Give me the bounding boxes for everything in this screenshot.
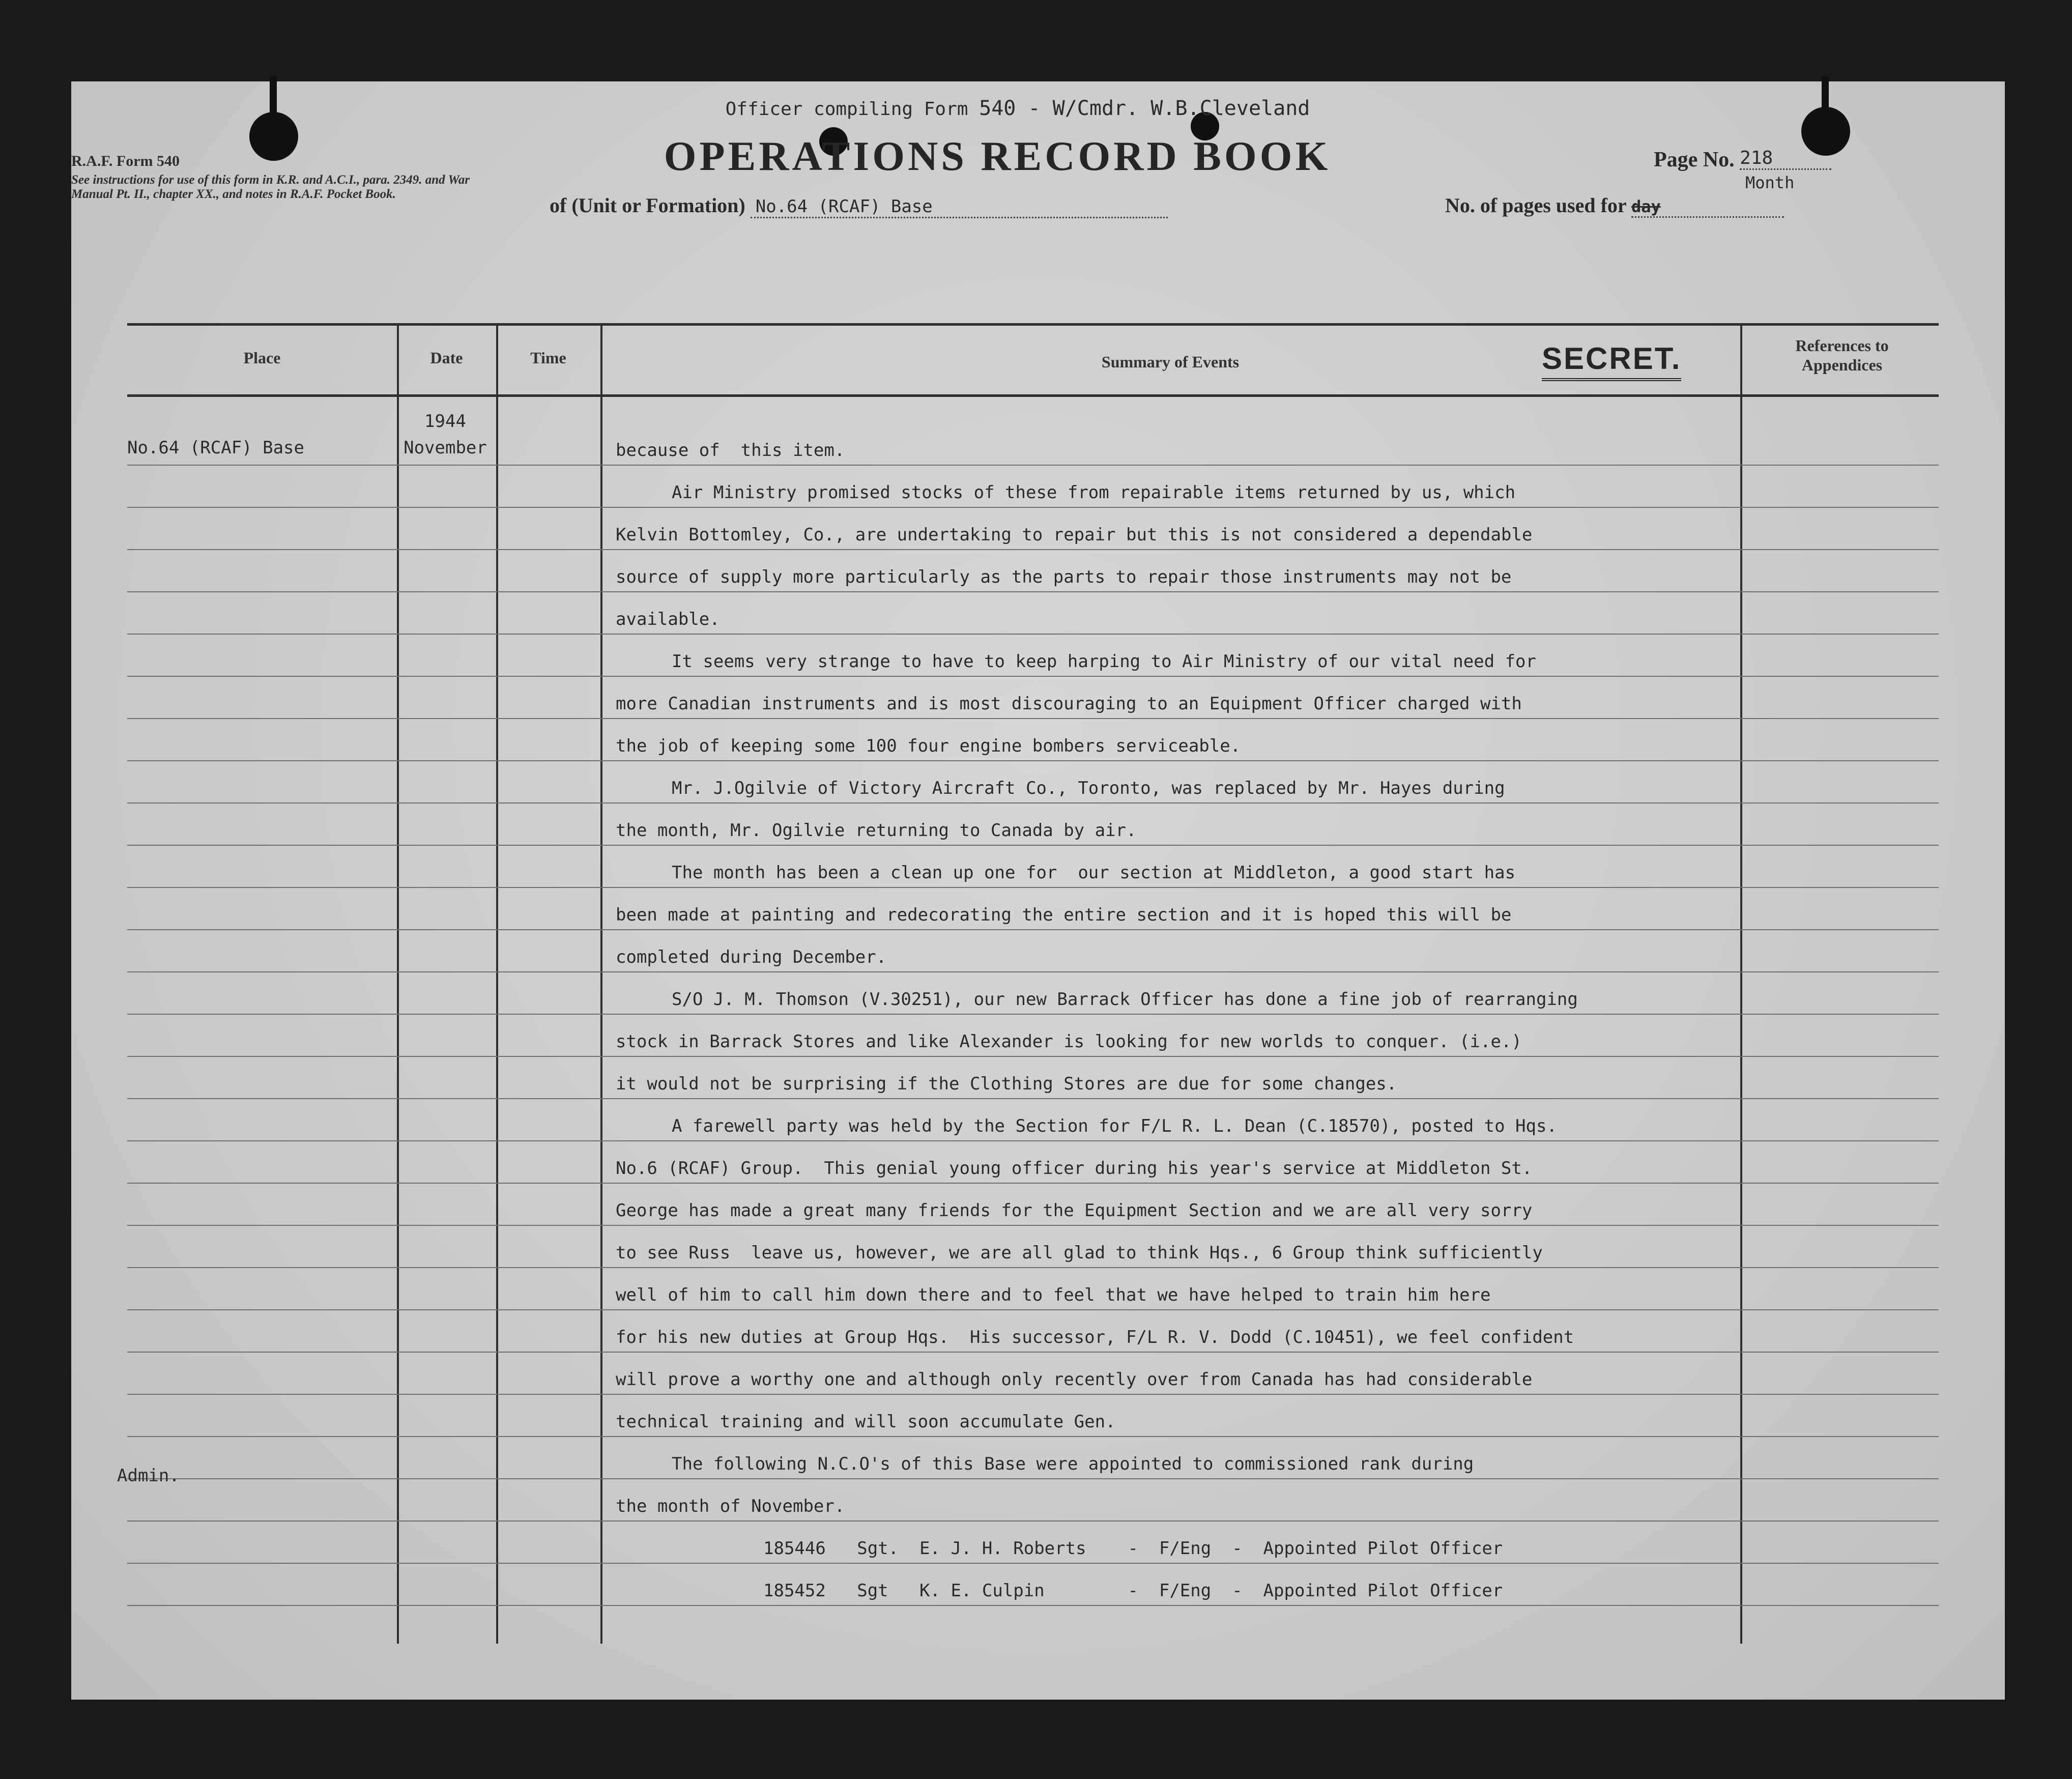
summary-line: The following N.C.O's of this Base were appointed to commissioned rank during <box>672 1454 1474 1474</box>
pages-used-label: No. of pages used for <box>1445 194 1626 217</box>
column-divider-date <box>496 326 498 1644</box>
classification-stamp: SECRET. <box>1542 341 1681 381</box>
ruled-line <box>127 676 1939 677</box>
summary-line: available. <box>616 609 720 629</box>
ruled-line <box>127 929 1939 930</box>
date-month: November <box>404 438 487 458</box>
compiler-label: Officer compiling Form <box>725 99 968 120</box>
summary-line: been made at painting and redecorating the entire section and it is hoped this will be <box>616 905 1512 925</box>
pages-used-struck: day <box>1631 197 1784 218</box>
unit-label: of (Unit or Formation) <box>550 194 745 217</box>
summary-line: the month of November. <box>616 1496 845 1516</box>
summary-line: No.6 (RCAF) Group. This genial young officer during his year's service at Middleton St. <box>616 1158 1533 1179</box>
ruled-line <box>127 1478 1939 1479</box>
pages-used-month: Month <box>1745 173 1795 192</box>
summary-line: It seems very strange to have to keep harping to Air Ministry of our vital need for <box>672 651 1536 672</box>
ruled-line <box>127 634 1939 635</box>
ruled-line <box>127 465 1939 466</box>
document-title: OPERATIONS RECORD BOOK <box>664 133 1331 179</box>
ruled-line <box>127 1098 1939 1099</box>
column-header-summary: Summary of Events <box>1101 353 1240 371</box>
summary-line: S/O J. M. Thomson (V.30251), our new Barrack Officer has done a fine job of rearranging <box>672 989 1578 1010</box>
summary-line: it would not be surprising if the Clothing Stores are due for some changes. <box>616 1074 1397 1094</box>
summary-line: the month, Mr. Ogilvie returning to Canada by air. <box>616 820 1137 841</box>
summary-line: completed during December. <box>616 947 887 967</box>
ruled-line <box>127 971 1939 972</box>
summary-line: The month has been a clean up one for our section at Middleton, a good start has <box>672 863 1516 883</box>
table-top-border <box>127 323 1939 326</box>
ruled-line <box>127 1267 1939 1268</box>
summary-line: Air Ministry promised stocks of these from repairable items returned by us, which <box>672 482 1516 503</box>
page-number-label: Page No. <box>1654 148 1735 171</box>
compiler-line <box>636 97 1399 120</box>
column-divider-place <box>397 326 399 1644</box>
summary-line: because of this item. <box>616 440 845 461</box>
column-header-refs: References to Appendices <box>1795 336 1889 374</box>
ruled-line <box>127 1014 1939 1015</box>
form-identifier <box>71 153 509 202</box>
ruled-line <box>127 1140 1939 1141</box>
summary-line: source of supply more particularly as the parts to repair those instruments may not be <box>616 567 1512 587</box>
summary-line: technical training and will soon accumulate Gen. <box>616 1412 1116 1432</box>
ruled-line <box>127 1436 1939 1437</box>
summary-line: 185452 Sgt K. E. Culpin - F/Eng - Appointed Pilot Officer <box>763 1581 1503 1601</box>
page-number <box>1654 148 1908 172</box>
ruled-line <box>127 549 1939 550</box>
date-year: 1944 <box>424 411 466 432</box>
column-divider-time <box>600 326 602 1644</box>
ruled-line <box>127 1225 1939 1226</box>
ruled-line <box>127 1394 1939 1395</box>
summary-line: stock in Barrack Stores and like Alexander is looking for new worlds to conquer. (i.e.) <box>616 1031 1522 1052</box>
place-entry-base: No.64 (RCAF) Base <box>127 438 304 458</box>
summary-line: Kelvin Bottomley, Co., are undertaking to repair but this is not considered a dependable <box>616 525 1533 545</box>
summary-line: for his new duties at Group Hqs. His successor, F/L R. V. Dodd (C.10451), we feel confident <box>616 1327 1574 1347</box>
summary-line: Mr. J.Ogilvie of Victory Aircraft Co., Toronto, was replaced by Mr. Hayes during <box>672 778 1505 798</box>
ruled-line <box>127 591 1939 592</box>
summary-line: the job of keeping some 100 four engine bombers serviceable. <box>616 736 1241 756</box>
unit-line <box>550 193 1313 218</box>
summary-line: well of him to call him down there and to feel that we have helped to train him here <box>616 1285 1491 1305</box>
ruled-line <box>127 845 1939 846</box>
table-header-border <box>127 394 1939 397</box>
ruled-line <box>127 1563 1939 1564</box>
column-divider-summary <box>1740 326 1742 1644</box>
page-number-value: 218 <box>1740 148 1831 170</box>
column-header-time: Time <box>530 349 566 367</box>
column-header-date: Date <box>430 349 463 367</box>
summary-line: more Canadian instruments and is most discouraging to an Equipment Officer charged with <box>616 694 1522 714</box>
ruled-line <box>127 1352 1939 1353</box>
summary-line: will prove a worthy one and although only recently over from Canada has had considerable <box>616 1369 1533 1390</box>
summary-line: George has made a great many friends for the Equipment Section and we are all very sorry <box>616 1200 1533 1221</box>
ruled-line <box>127 718 1939 719</box>
place-entry-admin: Admin. <box>117 1466 180 1486</box>
unit-value: No.64 (RCAF) Base <box>751 196 1168 218</box>
ruled-line <box>127 507 1939 508</box>
column-header-place: Place <box>243 349 281 367</box>
compiler-value: 540 - W/Cmdr. W.B.Cleveland <box>979 97 1310 120</box>
ruled-line <box>127 1520 1939 1522</box>
ruled-line <box>127 887 1939 888</box>
ruled-line <box>127 1056 1939 1057</box>
summary-line: A farewell party was held by the Section for F/L R. L. Dean (C.18570), posted to Hqs. <box>672 1116 1557 1136</box>
pages-used <box>1445 173 1903 218</box>
ruled-line <box>127 760 1939 761</box>
ruled-line <box>127 1183 1939 1184</box>
ruled-line <box>127 1309 1939 1310</box>
form-name: R.A.F. Form 540 <box>71 153 180 169</box>
form-instructions: See instructions for use of this form in K.R. and A.C.I., para. 2349. and War Manual Pt. II., chapter XX., and notes in R.A.F. Pocket Book. <box>71 173 470 201</box>
ruled-line <box>127 802 1939 804</box>
summary-line: 185446 Sgt. E. J. H. Roberts - F/Eng - Appointed Pilot Officer <box>763 1538 1503 1559</box>
summary-line: to see Russ leave us, however, we are all glad to think Hqs., 6 Group think sufficiently <box>616 1243 1543 1263</box>
ruled-line <box>127 1605 1939 1606</box>
